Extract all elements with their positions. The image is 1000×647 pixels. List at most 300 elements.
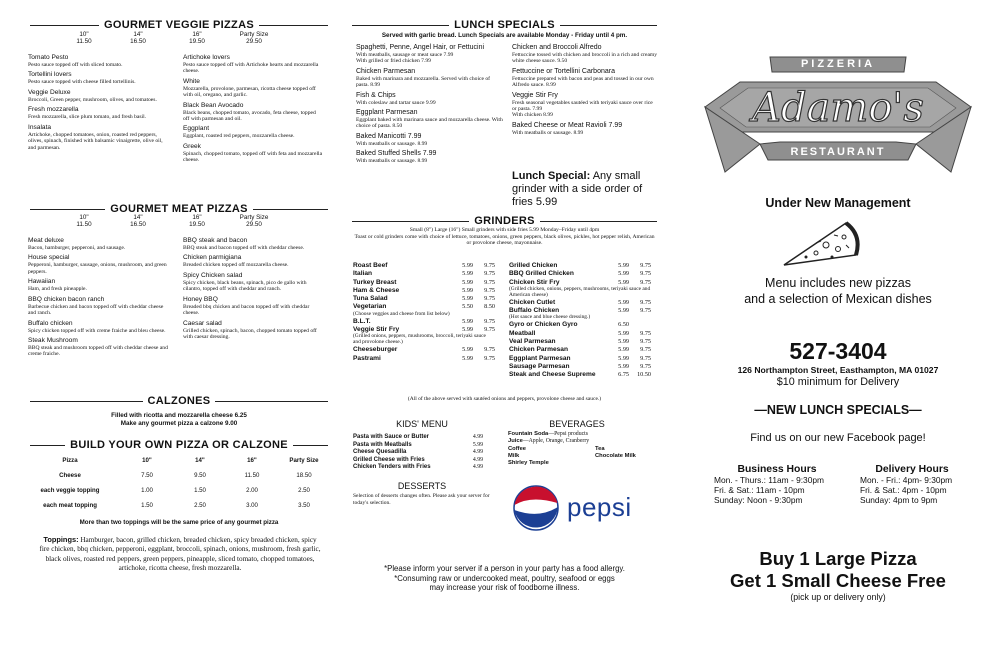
grinders-info [352,227,657,247]
desserts-text: Selection of desserts changes often. Please ask your server for today's selection. [353,493,490,506]
grinder-name: Veggie Stir Fry [353,326,400,334]
byo-cell: 7.50 [141,472,153,479]
promo-line-1: Buy 1 Large Pizza [759,548,917,569]
veggie-list-right [183,54,323,167]
grinder-row [353,318,495,326]
meat-sizes [60,214,282,228]
grinder-large-price: 9.75 [484,354,495,362]
toppings-list: Hamburger, bacon, grilled chicken, breaded chicken, spicy breaded chicken, spicy fire chicken, bbq chicken, pepperoni, eggplant, broccoli, spinach, onions, mushroom, fresh garlic, black olives, roasted red peppers, green peppers, pineapple, sliced tomato, chopped tomatoes, artichoke, ricotta cheese, fresh mozzarella. [39,536,321,573]
menu-item-name: Caesar salad [183,319,222,327]
business-hours-title: Business Hours [737,464,817,475]
notice-line: *Consuming raw or undercooked meat, poultry, seafood or eggs [394,573,615,583]
menu-item [28,237,168,251]
menu-item [28,106,168,120]
grinder-small-price: 5.99 [618,354,629,362]
grinder-large-price: 9.75 [484,346,495,354]
calzones-info [30,412,328,428]
size-column [60,31,108,45]
byo-row-label: each veggie topping [40,487,100,494]
logo-adamos-text: Adamo's [752,85,924,131]
menu-item-desc: Eggplant baked with marinara sauce and mozzarella cheese. With choice of pasta. 8.50 [356,117,503,130]
desserts-title: DESSERTS [397,481,447,491]
grinder-large-price: 9.75 [640,362,651,370]
grinder-large-price: 9.75 [484,286,495,294]
byo-price-grid [20,457,330,517]
size-label: 10" [79,31,89,38]
menu-item-name: Baked Manicotti 7.99 [356,132,422,140]
promo [700,548,976,603]
grinder-large-price: 10.50 [637,371,651,379]
menu-item-desc: With meatballs or sausage. 8.99 [356,140,428,147]
menu-item-name: Greek [183,142,201,150]
byo-cell: 2.00 [246,487,258,494]
byo-cell: Party Size [289,457,319,464]
grinder-large-price: 9.75 [640,307,651,315]
menu-item-name: Baked Cheese or Meat Ravioli 7.99 [512,121,623,129]
grinder-row [509,262,651,270]
beverage-item: Shirley Temple [508,460,549,467]
address: 126 Northampton Street, Easthampton, MA 01027 [737,365,939,375]
grinder-note: (Grilled onions, peppers, mushrooms, broccoli, teriyaki sauce and provolone cheese.) [353,333,486,346]
size-column [226,214,282,228]
grinder-small-price: 5.99 [618,270,629,278]
grinder-small-price: 5.50 [462,303,473,311]
fountain-soda-label: Fountain Soda [508,431,549,437]
menu-item [183,320,323,341]
menu-item [28,71,168,85]
grinder-small-price: 5.99 [618,278,629,286]
facebook-text: Find us on our new Facebook page! [750,432,926,444]
size-column [60,214,108,228]
grinder-small-price: 6.50 [618,321,629,329]
byo-cell: 3.50 [298,502,310,509]
size-column [108,31,168,45]
business-hours-line: Sunday: Noon - 9:30pm [714,494,803,505]
menu-item-desc: Spinach, chopped tomato, topped off with feta and mozzarella cheese. [183,150,323,164]
grinder-small-price: 5.99 [462,286,473,294]
grinder-row [353,295,495,303]
beverages-col-2 [595,446,636,468]
lunch-special-label: Lunch Special: [512,170,591,182]
calzones-line-2: Make any gourmet pizza a calzone 9.00 [120,420,238,427]
toppings-label: Toppings: [43,535,79,544]
menu-item-name: House special [28,254,70,262]
menu-item-name: BBQ chicken bacon ranch [28,295,105,303]
grinder-small-price: 5.99 [618,338,629,346]
menu-item [183,296,323,317]
grinder-large-price: 8.50 [484,303,495,311]
menu-item-desc: With meatballs or sausage. 8.99 [356,158,428,165]
grinder-small-price: 5.99 [462,354,473,362]
grinder-small-price: 5.99 [462,317,473,325]
delivery-hours [848,464,976,505]
grinder-name: Cheeseburger [353,346,398,354]
delivery-hours-title: Delivery Hours [875,464,949,475]
menu-item-name: Veggie Stir Fry [512,91,558,99]
notice-line: *Please inform your server if a person in your party has a food allergy. [384,564,625,573]
tagline-line-2: and a selection of Mexican dishes [744,291,932,306]
grinder-name: Gyro or Chicken Gyro [509,321,578,329]
phone-number: 527-3404 [789,338,887,364]
business-hours-line: Mon. - Thurs.: 11am - 9:30pm [714,475,825,485]
menu-item [28,54,168,68]
kids-item-price: 4.99 [472,456,483,463]
grinders-sizes-line: Small (8") Large (16") Small grinders with side fries 5.99 Monday–Friday until 4pm [409,227,600,233]
menu-item-name: Chicken and Broccoli Alfredo [512,44,602,51]
kids-item-name: Chicken Tenders with Fries [353,464,431,471]
menu-item-name: Fresh mozzarella [28,106,79,114]
byo-cell: 2.50 [194,502,206,509]
size-label: 16" [192,31,202,38]
delivery-hours-line: Sunday: 4pm to 9pm [860,494,938,505]
grinder-small-price: 5.99 [462,270,473,278]
size-label: 14" [133,214,143,221]
size-label: Party Size [239,31,269,38]
size-price: 19.50 [189,221,205,228]
menu-item-desc: Fresh seasonal vegetables sautéed with teriyaki sauce over rice or pasta. 7.99 [512,99,653,112]
grinder-row [353,355,495,363]
grinder-name: Sausage Parmesan [509,362,570,370]
kids-item [353,457,483,465]
byo-cell: 1.50 [194,487,206,494]
grinder-row [509,346,651,354]
business-hours-line: Fri. & Sat.: 11am - 10pm [714,484,805,495]
byo-cell: 9.50 [194,472,206,479]
grinder-large-price: 9.75 [484,270,495,278]
menu-item-name: Artichoke lovers [183,54,230,61]
grinder-small-price: 5.99 [462,346,473,354]
beverage-item: Milk [508,452,520,459]
size-price: 29.50 [246,38,262,45]
grinder-small-price: 5.99 [618,329,629,337]
menu-item-name: Steak Mushroom [28,337,78,345]
kids-item [353,442,483,450]
grinder-large-price: 9.75 [640,278,651,286]
meat-list-right [183,237,323,343]
menu-item-desc: Eggplant, roasted red peppers, mozzarella cheese. [183,133,295,140]
promo-line-3: (pick up or delivery only) [790,592,886,602]
size-price: 29.50 [246,221,262,228]
kids-item-price: 4.99 [472,449,483,456]
menu-item-desc: Artichoke, chopped tomatoes, onion, roasted red peppers, olives, spinach, finished with balsamic vinaigrette, olive oil, and parmesan. [28,131,163,151]
grinder-row [509,371,651,379]
grinder-small-price: 5.99 [462,295,473,303]
grinder-small-price: 5.99 [462,326,473,334]
menu-item-name: Hawaiian [28,278,56,286]
kids-item [353,449,483,457]
kids-list [353,434,483,472]
size-price: 19.50 [189,38,205,45]
menu-item [356,109,504,130]
pizza-slice-icon [776,215,866,275]
menu-item [28,320,168,334]
menu-item-desc: Pesto sauce topped with cheese filled tortellinis. [28,79,136,86]
menu-item [28,296,168,317]
byo-cell: 2.50 [298,487,310,494]
byo-cell: 10" [142,457,152,464]
kids-item-name: Pasta with Sauce or Butter [353,434,430,440]
grinder-name: Steak and Cheese Supreme [509,371,596,379]
menu-item [28,89,168,103]
juice-label: Juice [508,438,523,445]
calzones-title: CALZONES [30,395,328,407]
byo-cell: 3.00 [246,502,258,509]
grinder-small-price: 5.99 [618,298,629,306]
grinder-small-price: 5.99 [618,346,629,354]
lunch-special-text: Any small grinder with a side order of fries 5.99 [512,170,643,208]
menu-item-name: Eggplant [183,125,210,133]
grinder-row [509,363,651,371]
grinder-row [353,346,495,354]
calzones-line-1: Filled with ricotta and mozzarella cheese 6.25 [111,412,247,419]
grinder-row [353,287,495,295]
grinder-name: Chicken Parmesan [509,346,569,354]
menu-item [183,78,323,99]
menu-item-name: BBQ steak and bacon [183,237,248,244]
menu-item [28,254,168,275]
menu-item [183,254,323,268]
menu-item-desc: Ham, and fresh pineapple. [28,286,87,293]
tagline [700,276,976,307]
grinder-name: Veal Parmesan [509,338,556,346]
grinder-name: Chicken Cutlet [509,298,556,306]
adamos-logo [700,52,976,182]
grinder-name: BBQ Grilled Chicken [509,270,574,278]
grinder-row [509,299,651,307]
menu-item-name: Tortellini lovers [28,71,72,79]
veggie-list-left [28,54,168,154]
grinder-row [509,321,651,329]
grinder-name: Chicken Stir Fry [509,278,560,286]
menu-item [356,44,504,65]
grinder-large-price: 9.75 [640,329,651,337]
grinder-large-price: 9.75 [640,298,651,306]
menu-item [183,102,323,123]
byo-row [20,472,330,487]
grinder-name: Grilled Chicken [509,262,558,269]
menu-item-name: Spicy Chicken salad [183,271,243,279]
grinder-small-price: 5.99 [618,362,629,370]
lunch-list-right [512,44,658,139]
grinder-large-price: 9.75 [640,270,651,278]
menu-item [356,150,504,164]
grinder-large-price: 9.75 [640,354,651,362]
grinder-row [509,338,651,346]
menu-item-name: Tomato Pesto [28,54,69,61]
kids-item-name: Pasta with Meatballs [353,441,412,448]
menu-item-desc: BBQ steak and bacon topped off with cheddar cheese. [183,245,305,251]
size-column [108,214,168,228]
management-text: Under New Management [765,196,911,210]
veggie-sizes [60,31,282,45]
grinder-row [509,270,651,278]
meat-list-left [28,237,168,361]
menu-item-desc: Baked with marinara and mozzarella. Served with choice of pasta. 8.99 [356,75,491,89]
menu-item-name: Insalata [28,123,52,131]
size-price: 16.50 [130,38,146,45]
menu-item-name: Chicken Parmesan [356,67,416,75]
menu-item-desc: Fresh mozzarella, slice plum tomato, and fresh basil. [28,114,147,121]
grinder-small-price: 5.99 [618,262,629,269]
menu-item-desc: Breaded bbq chicken and bacon topped off with cheddar cheese. [183,303,310,317]
grinder-row [353,262,495,270]
byo-row [20,502,330,517]
fountain-soda-text: —Pepsi products [548,431,589,437]
size-column [168,214,226,228]
kids-item-price: 4.99 [472,464,483,471]
menu-item-name: Buffalo chicken [28,319,73,327]
grinder-name: Ham & Cheese [353,286,400,294]
byo-row [20,457,330,472]
delivery-hours-line: Fri. & Sat.: 4pm - 10pm [860,484,947,495]
promo-line-2: Get 1 Small Cheese Free [730,570,946,591]
menu-item [183,54,323,75]
menu-item-name: Veggie Deluxe [28,88,71,96]
kids-item [353,464,483,472]
grinders-footnote: (All of the above served with sautéed onions and peppers, provolone cheese and sauce.) [407,396,602,402]
menu-item-name: White [183,77,200,85]
kids-item [353,434,483,442]
byo-row [20,487,330,502]
delivery-minimum: $10 minimum for Delivery [776,376,900,388]
grinder-row [509,355,651,363]
menu-item-desc: Pepperoni, hamburger, sausage, onions, mushroom, and green peppers. [28,262,167,275]
menu-item-name: Eggplant Parmesan [356,109,418,117]
tagline-line-1: Menu includes new pizzas [765,276,911,290]
grinder-large-price: 9.75 [640,262,651,269]
beverages-col-1 [508,446,595,468]
size-price: 11.50 [76,38,92,45]
grinders-options-line: Toast or cold grinders come with choice of lettuce, tomatoes, onions, green peppers, black olives, pickles, hot pepper relish, American or provolone cheese, mayonnaise. [354,233,655,247]
menu-item [356,92,504,106]
menu-item-name: Fettuccine or Tortellini Carbonara [512,67,615,75]
grinder-large-price: 9.75 [484,262,495,269]
menu-item [183,272,323,293]
menu-item [183,237,323,251]
byo-row-label: Pizza [62,457,78,464]
menu-item [28,278,168,292]
menu-item-desc: Spicy chicken topped off with creme fraiche and bleu cheese. [28,327,166,334]
menu-item [356,68,504,89]
menu-item-desc: Breaded chicken topped off mozzarella cheese. [183,262,289,269]
business-hours [712,464,842,505]
menu-item [512,44,658,65]
byo-cell: 11.50 [244,472,260,479]
menu-item [183,143,323,164]
menu-item-name: Meat deluxe [28,237,64,244]
new-lunch-specials: —NEW LUNCH SPECIALS— [754,403,922,417]
grinder-name: Vegetarian [353,303,387,311]
logo-restaurant-text: RESTAURANT [790,146,886,158]
byo-row-label: each meat topping [43,502,97,509]
grinder-large-price: 9.75 [484,278,495,286]
menu-item [356,133,504,147]
grinder-small-price: 5.99 [462,262,473,269]
grinder-small-price: 5.99 [462,278,473,286]
grinder-large-price: 9.75 [484,295,495,303]
grinder-large-price: 9.75 [484,326,495,334]
menu-item-desc: Fettuccine prepared with bacon and peas and tossed in our own Alfredo sauce. 8.99 [512,75,654,89]
pepsi-globe-icon [511,483,561,533]
menu-item-desc: Pesto sauce topped off with sliced tomato. [28,62,123,68]
menu-item [512,68,658,89]
veggie-section-title: GOURMET VEGGIE PIZZAS [30,19,328,31]
grinder-small-price: 5.99 [618,307,629,315]
menu-item [512,122,658,136]
grinder-large-price: 9.75 [640,338,651,346]
pepsi-wordmark: pepsi [567,492,632,522]
menu-item-desc: Spicy chicken, black beans, spinach, pico de gallo with cilantro, topped off with cheddar and ranch. [183,279,307,293]
grinders-title: GRINDERS [352,215,657,227]
beverage-item: Coffee [508,445,527,452]
grinder-row [509,330,651,338]
grinders-list-left [353,262,495,363]
byo-cell: 18.50 [296,472,312,479]
lunch-title: LUNCH SPECIALS [352,19,657,31]
menu-item [512,92,658,119]
byo-cell: 16" [247,457,257,464]
grinder-row [353,270,495,278]
pepsi-logo [511,483,651,533]
delivery-hours-line: Mon. - Fri.: 4pm- 9:30pm [860,475,953,485]
menu-item-desc: BBQ steak and mushroom topped off with cheddar cheese and creme fraiche. [28,345,168,358]
beverage-item: Chocolate Milk [595,452,636,459]
size-label: 10" [79,214,89,221]
notice-line: may increase your risk of foodborne illness. [429,583,580,593]
menu-item [28,337,168,358]
menu-item [28,124,168,151]
menu-item-name: Black Bean Avocado [183,101,244,109]
menu-item-desc: With meatballs, sausage or meat sauce 7.99 [356,52,454,58]
kids-title: KIDS' MENU [396,419,448,429]
grinder-name: Roast Beef [353,262,388,269]
menu-item [183,125,323,139]
lunch-special-callout [512,170,658,209]
toppings-text [38,535,322,574]
size-label: 16" [192,214,202,221]
grinder-small-price: 6.75 [618,371,629,379]
lunch-list-left [356,44,504,168]
beverages-list [508,431,658,467]
menu-item-desc: Fettuccine tossed with chicken and broccoli in a rich and creamy white cheese sauce. 9.50 [512,52,658,65]
grinder-note: (Grilled chicken, onions, peppers, mushrooms, teriyaki sauce and American cheese) [509,285,651,298]
menu-item-desc: Pesto sauce topped off with Artichoke hearts and mozzarella cheese. [183,62,319,75]
grinder-name: Buffalo Chicken [509,307,560,315]
menu-item-desc: Black beans, chopped tomato, avocado, feta cheese, topped off with parmesan and oil. [183,109,316,122]
menu-item-name: Spaghetti, Penne, Angel Hair, or Fettucini [356,44,485,51]
menu-item-desc: With grilled or fried chicken 7.99 [356,58,431,65]
grinder-large-price: 9.75 [484,317,495,325]
menu-item-name: Honey BBQ [183,295,218,303]
byo-cell: 1.50 [141,502,153,509]
size-label: Party Size [239,214,269,221]
grinder-name: Meatball [509,329,536,337]
grinder-large-price [629,321,651,329]
grinder-name: B.L.T. [353,317,371,325]
size-price: 16.50 [130,221,146,228]
kids-item-price: 5.99 [472,441,483,448]
byo-cell: 1.00 [141,487,153,494]
kids-item-price: 4.99 [472,434,483,440]
beverages-title: BEVERAGES [549,419,605,429]
byo-note: More than two toppings will be the same price of any gourmet pizza [79,519,279,526]
menu-item-desc: With chicken 8.99 [512,112,553,119]
grinder-name: Pastrami [353,354,381,362]
menu-item-desc: Mozzarella, provolone, parmesan, ricotta cheese topped off with oil, oregano, and garlic. [183,85,316,99]
menu-item-name: Chicken parmigiana [183,254,242,262]
size-price: 11.50 [76,221,92,228]
allergy-notice [352,564,657,593]
